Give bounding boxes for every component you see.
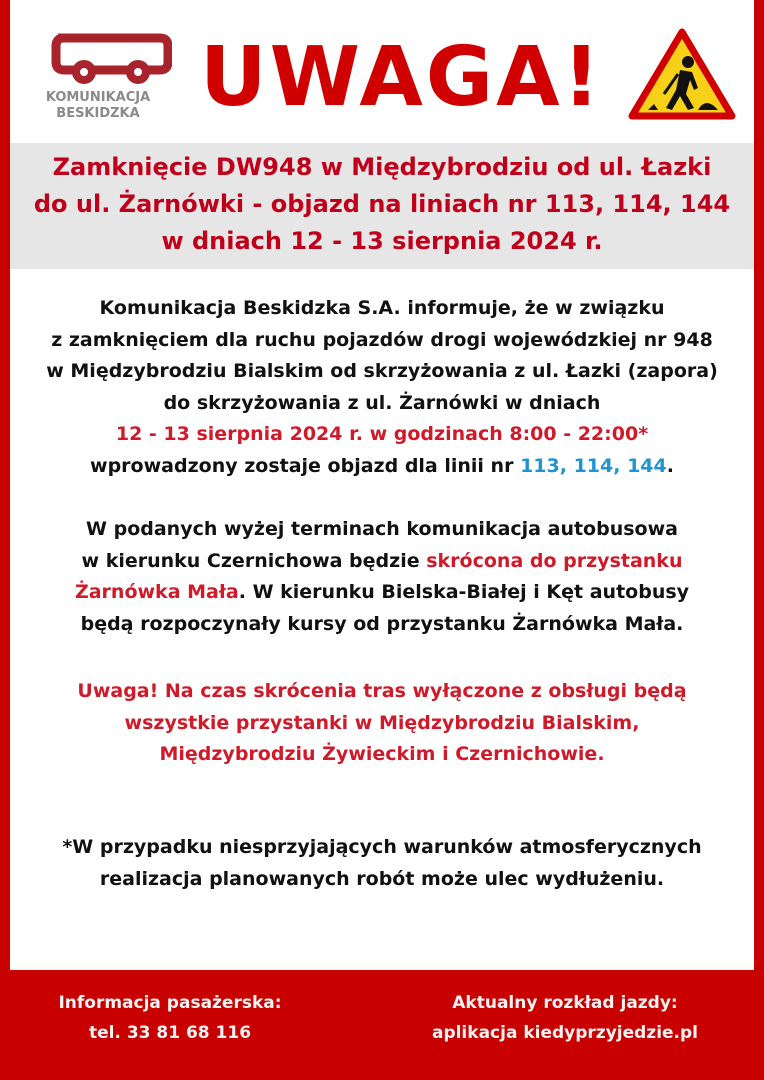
- schedule-info: [400, 988, 730, 1048]
- schedule-label: Aktualny rozkład jazdy:: [452, 993, 678, 1013]
- line-numbers: 113, 114, 144: [520, 454, 667, 477]
- shortened-highlight: skrócona do przystanku: [426, 549, 683, 572]
- logo-wordmark: [38, 90, 158, 122]
- text-line: .: [666, 454, 674, 477]
- page-title: [10, 143, 754, 260]
- text-line: . W kierunku Bielska-Białej i Kęt autobusy: [238, 581, 690, 603]
- stop-name-highlight: Żarnówka Mała: [74, 581, 239, 603]
- text-line: Uwaga! Na czas skrócenia tras wyłączone z obsługi będą: [77, 680, 687, 702]
- notice-page: [10, 0, 754, 970]
- text-line: Komunikacja Beskidzka S.A. informuje, że w związku: [99, 297, 665, 319]
- logo-line-2: BESKIDZKA: [56, 106, 140, 121]
- passenger-info: [30, 988, 310, 1048]
- passenger-info-phone: tel. 33 81 68 116: [88, 1023, 252, 1043]
- text-line: realizacja planowanych robót może ulec wydłużeniu.: [99, 867, 665, 890]
- road-works-sign-icon: [628, 28, 736, 120]
- date-time-highlight: 12 - 13 sierpnia 2024 r. w godzinach 8:00 - 22:00*: [115, 423, 649, 445]
- title-line-2: do ul. Żarnówki - objazd na liniach nr 113, 114, 144: [33, 190, 731, 218]
- paragraph-warning: [10, 676, 754, 771]
- paragraph-footnote: [10, 832, 754, 895]
- paragraph-shortened-route: [10, 514, 754, 640]
- bus-outline-icon: [50, 32, 172, 84]
- passenger-info-label: Informacja pasażerska:: [58, 993, 282, 1013]
- footer: [0, 970, 764, 1080]
- paragraph-announcement: [10, 293, 754, 482]
- title-band: [10, 143, 754, 269]
- text-line: do skrzyżowania z ul. Żarnówki w dniach: [163, 391, 601, 414]
- headline: UWAGA!: [200, 30, 603, 125]
- schedule-app: aplikacja kiedyprzyjedzie.pl: [431, 1023, 699, 1043]
- text-line: wprowadzony zostaje objazd dla linii nr: [90, 454, 521, 477]
- text-line: Międzybrodziu Żywieckim i Czernichowie.: [159, 743, 605, 765]
- text-line: w Międzybrodziu Bialskim od skrzyżowania z ul. Łazki (zapora): [46, 360, 718, 382]
- text-line: z zamknięciem dla ruchu pojazdów drogi wojewódzkiej nr 948: [51, 328, 713, 351]
- text-line: *W przypadku niesprzyjających warunków atmosferycznych: [62, 836, 702, 858]
- company-logo: [38, 32, 168, 122]
- title-line-3: w dniach 12 - 13 sierpnia 2024 r.: [161, 227, 603, 255]
- title-line-1: Zamknięcie DW948 w Międzybrodziu od ul. Łazki: [52, 153, 712, 181]
- text-line: W podanych wyżej terminach komunikacja autobusowa: [86, 518, 678, 540]
- text-line: wszystkie przystanki w Międzybrodziu Bialskim,: [124, 711, 640, 734]
- logo-line-1: KOMUNIKACJA: [45, 90, 151, 105]
- text-line: w kierunku Czernichowa będzie: [81, 549, 427, 572]
- text-line: będą rozpoczynały kursy od przystanku Żarnówka Mała.: [80, 612, 684, 635]
